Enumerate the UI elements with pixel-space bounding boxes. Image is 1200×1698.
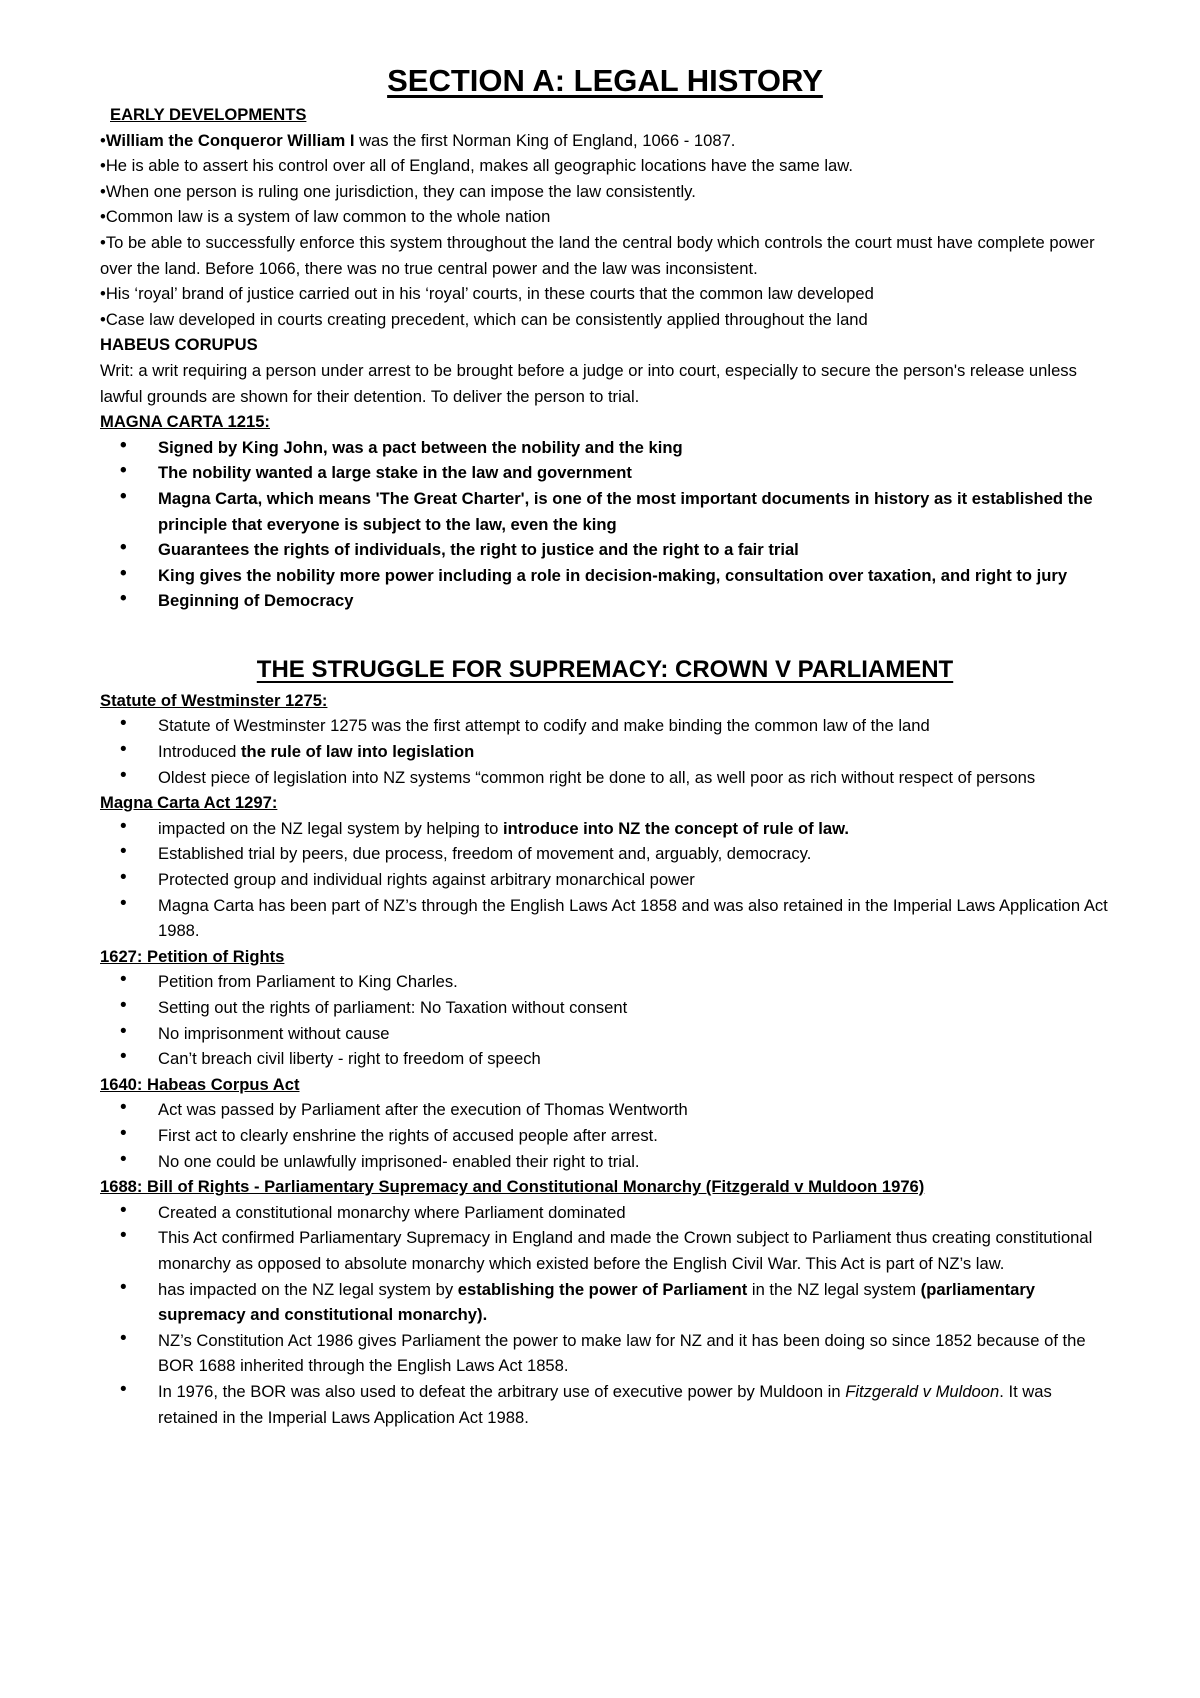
list-item: • Can’t breach civil liberty - right to freedom of speech <box>100 1046 1110 1072</box>
list-item: • Guarantees the rights of individuals, the right to justice and the right to a fair trial <box>100 537 1110 563</box>
list-item <box>100 816 1110 842</box>
list-item: • Petition from Parliament to King Charles. <box>100 969 1110 995</box>
early-bullet-7: • Case law developed in courts creating precedent, which can be consistently applied throughout the land <box>100 307 1110 333</box>
list-item: • The nobility wanted a large stake in the law and government <box>100 460 1110 486</box>
list-item: • Magna Carta, which means 'The Great Charter', is one of the most important documents in history as it established the principle that everyone is subject to the law, even the king <box>100 486 1110 537</box>
list-item: • Signed by King John, was a pact between the nobility and the king <box>100 435 1110 461</box>
list-item: • Statute of Westminster 1275 was the first attempt to codify and make binding the common law of the land <box>100 713 1110 739</box>
list-item <box>100 1379 1110 1430</box>
early-bullet-1-bold: William the Conqueror William I <box>105 130 355 150</box>
early-developments-section <box>100 102 1110 332</box>
magna-1297-section <box>100 790 1110 944</box>
westminster-section <box>100 688 1110 790</box>
bor-heading: 1688: Bill of Rights - Parliamentary Supremacy and Constitutional Monarchy (Fitzgerald v Muldoon 1976) <box>100 1177 925 1197</box>
habeus-text: Writ: a writ requiring a person under arrest to be brought before a judge or into court, especially to secure the person's release unless lawful grounds are shown for their detention. To deliver the person to trial. <box>100 360 1077 406</box>
bor-item-5-case: Fitzgerald v Muldoon <box>845 1381 1000 1401</box>
list-item: • This Act confirmed Parliamentary Supremacy in England and made the Crown subject to Parliament thus creating constitutional monarchy as opposed to absolute monarchy which existed before the English Civil War. This Act is part of NZ’s law. <box>100 1225 1110 1276</box>
list-item: • No one could be unlawfully imprisoned- enabled their right to trial. <box>100 1149 1110 1175</box>
bor-item-3-text: has impacted on the NZ legal system by <box>158 1279 458 1299</box>
list-item: • Beginning of Democracy <box>100 588 1110 614</box>
early-bullet-1 <box>100 128 1110 154</box>
list-item: • Act was passed by Parliament after the execution of Thomas Wentworth <box>100 1097 1110 1123</box>
page-title: SECTION A: LEGAL HISTORY <box>387 63 823 98</box>
bill-of-rights-section <box>100 1174 1110 1430</box>
magna-1215-list <box>100 435 1110 614</box>
section-2-title: THE STRUGGLE FOR SUPREMACY: CROWN V PARLIAMENT <box>256 655 954 683</box>
petition-list <box>100 969 1110 1071</box>
bor-item-5-post: . It was retained in the Imperial Laws Application Act 1988. <box>158 1381 1052 1427</box>
petition-heading: 1627: Petition of Rights <box>100 946 285 966</box>
habeas-1640-heading: 1640: Habeas Corpus Act <box>100 1074 300 1094</box>
bor-list <box>100 1200 1110 1430</box>
magna-carta-1215-section <box>100 409 1110 614</box>
bor-item-5-text: In 1976, the BOR was also used to defeat the arbitrary use of executive power by Muldoon in <box>158 1381 846 1401</box>
list-item: • Protected group and individual rights against arbitrary monarchical power <box>100 867 1110 893</box>
early-bullet-1-text: was the first Norman King of England, 1066 - 1087. <box>354 130 736 150</box>
list-item: • First act to clearly enshrine the rights of accused people after arrest. <box>100 1123 1110 1149</box>
petition-section <box>100 944 1110 1072</box>
bor-item-3-bold-2: (parliamentary supremacy and constitutional monarchy). <box>158 1279 1036 1325</box>
list-item: • Setting out the rights of parliament: No Taxation without consent <box>100 995 1110 1021</box>
bor-item-3-mid: in the NZ legal system <box>747 1279 921 1299</box>
bor-item-3-bold-1: establishing the power of Parliament <box>457 1279 748 1299</box>
list-item <box>100 739 1110 765</box>
habeus-heading: HABEUS CORUPUS <box>100 335 258 355</box>
list-item: • King gives the nobility more power including a role in decision-making, consultation over taxation, and right to jury <box>100 563 1110 589</box>
list-item: • No imprisonment without cause <box>100 1021 1110 1047</box>
early-bullet-6: • His ‘royal’ brand of justice carried out in his ‘royal’ courts, in these courts that the common law developed <box>100 281 1110 307</box>
document-page <box>100 60 1110 1430</box>
magna-1215-heading: MAGNA CARTA 1215: <box>100 412 270 432</box>
list-item: • Oldest piece of legislation into NZ systems “common right be done to all, as well poor as rich without respect of persons <box>100 765 1110 791</box>
early-bullet-3: • When one person is ruling one jurisdiction, they can impose the law consistently. <box>100 179 1110 205</box>
habeas-1640-section <box>100 1072 1110 1174</box>
westminster-list <box>100 713 1110 790</box>
habeas-1640-list <box>100 1097 1110 1174</box>
list-item: • Established trial by peers, due process, freedom of movement and, arguably, democracy. <box>100 841 1110 867</box>
magna-1297-item-1-bold: introduce into NZ the concept of rule of law. <box>502 818 849 838</box>
magna-1297-heading: Magna Carta Act 1297: <box>100 793 278 813</box>
early-bullet-4: • Common law is a system of law common to the whole nation <box>100 204 1110 230</box>
early-bullet-5: • To be able to successfully enforce this system throughout the land the central body which controls the court must have complete power over the land. Before 1066, there was no true central power and the law was inconsistent. <box>100 230 1110 281</box>
magna-1297-item-1-text: impacted on the NZ legal system by helping to <box>158 818 503 838</box>
early-developments-heading: EARLY DEVELOPMENTS <box>110 105 307 124</box>
westminster-item-2-text: Introduced <box>158 742 242 762</box>
habeus-section <box>100 332 1110 409</box>
westminster-item-2-bold: the rule of law into legislation <box>241 742 475 762</box>
westminster-heading: Statute of Westminster 1275: <box>100 690 328 710</box>
early-bullet-2: • He is able to assert his control over all of England, makes all geographic locations have the same law. <box>100 153 1110 179</box>
magna-1297-list <box>100 816 1110 944</box>
list-item: • Created a constitutional monarchy where Parliament dominated <box>100 1200 1110 1226</box>
list-item: • Magna Carta has been part of NZ’s through the English Laws Act 1858 and was also retained in the Imperial Laws Application Act 1988. <box>100 893 1110 944</box>
list-item <box>100 1277 1110 1328</box>
list-item: • NZ’s Constitution Act 1986 gives Parliament the power to make law for NZ and it has been doing so since 1852 because of the BOR 1688 inherited through the English Laws Act 1858. <box>100 1328 1110 1379</box>
